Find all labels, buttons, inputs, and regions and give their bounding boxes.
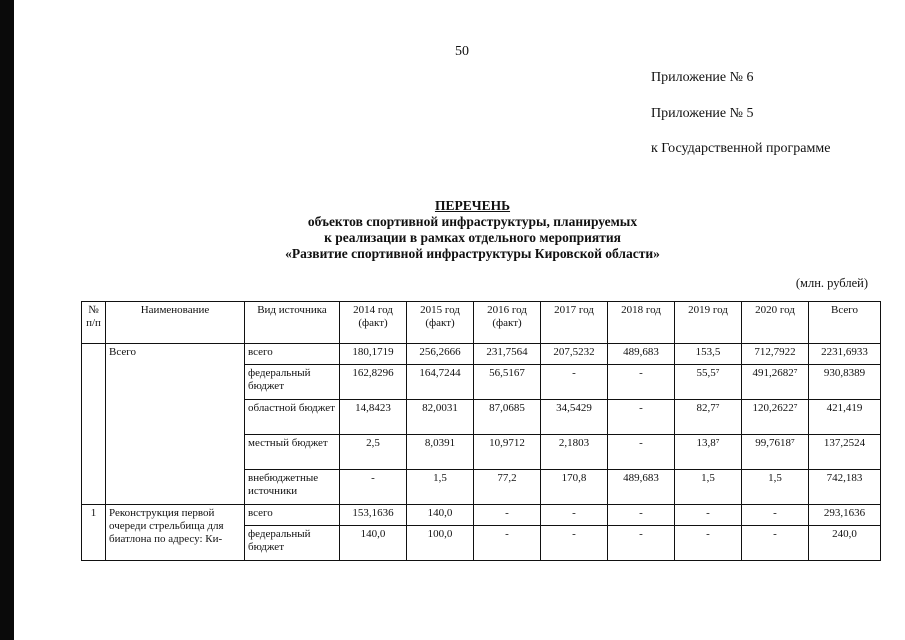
value-cell: 2,5 xyxy=(340,435,407,470)
header-2016: 2016 год (факт) xyxy=(474,302,541,344)
value-cell: 240,0 xyxy=(809,526,881,561)
header-2014: 2014 год (факт) xyxy=(340,302,407,344)
value-cell: 162,8296 xyxy=(340,365,407,400)
value-cell: 153,5 xyxy=(675,344,742,365)
table-row xyxy=(82,505,881,526)
row-number: 1 xyxy=(82,505,106,561)
value-cell: - xyxy=(474,526,541,561)
header-source: Вид источника xyxy=(245,302,340,344)
header-num: № п/п xyxy=(82,302,106,344)
value-cell: - xyxy=(608,365,675,400)
value-cell: 8,0391 xyxy=(407,435,474,470)
value-cell: 34,5429 xyxy=(541,400,608,435)
value-cell: - xyxy=(608,505,675,526)
source-cell: областной бюджет xyxy=(245,400,340,435)
title-line-4: «Развитие спортивной инфраструктуры Кировской области» xyxy=(285,246,660,261)
value-cell: - xyxy=(742,505,809,526)
table-header-row xyxy=(82,302,881,344)
value-cell: - xyxy=(541,365,608,400)
value-cell: 10,9712 xyxy=(474,435,541,470)
value-cell: 293,1636 xyxy=(809,505,881,526)
value-cell: 2231,6933 xyxy=(809,344,881,365)
value-cell: 170,8 xyxy=(541,470,608,505)
document-title xyxy=(180,198,765,262)
value-cell: 140,0 xyxy=(407,505,474,526)
value-cell: 99,7618⁷ xyxy=(742,435,809,470)
title-line-3: к реализации в рамках отдельного мероприятия xyxy=(324,230,621,245)
value-cell: 742,183 xyxy=(809,470,881,505)
source-cell: федеральный бюджет xyxy=(245,526,340,561)
scan-edge-bar xyxy=(0,0,14,640)
title-main: ПЕРЕЧЕНЬ xyxy=(434,198,511,213)
infrastructure-table xyxy=(81,301,881,561)
value-cell: 13,8⁷ xyxy=(675,435,742,470)
value-cell: 14,8423 xyxy=(340,400,407,435)
header-2018: 2018 год xyxy=(608,302,675,344)
value-cell: 100,0 xyxy=(407,526,474,561)
header-name: Наименование xyxy=(106,302,245,344)
source-cell: всего xyxy=(245,344,340,365)
appendix-line-3: к Государственной программе xyxy=(651,141,831,156)
value-cell: 82,0031 xyxy=(407,400,474,435)
value-cell: 140,0 xyxy=(340,526,407,561)
value-cell: 491,2682⁷ xyxy=(742,365,809,400)
value-cell: 2,1803 xyxy=(541,435,608,470)
value-cell: 489,683 xyxy=(608,344,675,365)
appendix-line-1: Приложение № 6 xyxy=(651,70,754,85)
header-2017: 2017 год xyxy=(541,302,608,344)
value-cell: 77,2 xyxy=(474,470,541,505)
row-number xyxy=(82,344,106,505)
source-cell: всего xyxy=(245,505,340,526)
value-cell: 712,7922 xyxy=(742,344,809,365)
row-name: Всего xyxy=(106,344,245,505)
value-cell: 1,5 xyxy=(675,470,742,505)
value-cell: 56,5167 xyxy=(474,365,541,400)
value-cell: 120,2622⁷ xyxy=(742,400,809,435)
value-cell: 55,5⁷ xyxy=(675,365,742,400)
source-cell: внебюджетные источники xyxy=(245,470,340,505)
value-cell: 930,8389 xyxy=(809,365,881,400)
source-cell: местный бюджет xyxy=(245,435,340,470)
value-cell: 82,7⁷ xyxy=(675,400,742,435)
value-cell: - xyxy=(608,400,675,435)
title-line-2: объектов спортивной инфраструктуры, планируемых xyxy=(307,214,638,229)
value-cell: - xyxy=(675,526,742,561)
value-cell: 421,419 xyxy=(809,400,881,435)
value-cell: - xyxy=(675,505,742,526)
header-2015: 2015 год (факт) xyxy=(407,302,474,344)
value-cell: - xyxy=(742,526,809,561)
value-cell: - xyxy=(474,505,541,526)
value-cell: 180,1719 xyxy=(340,344,407,365)
value-cell: 153,1636 xyxy=(340,505,407,526)
value-cell: 231,7564 xyxy=(474,344,541,365)
row-name: Реконструкция первой очереди стрельбища для биатлона по адресу: Ки- xyxy=(106,505,245,561)
value-cell: - xyxy=(541,505,608,526)
header-2019: 2019 год xyxy=(675,302,742,344)
header-total: Всего xyxy=(809,302,881,344)
value-cell: - xyxy=(340,470,407,505)
header-2020: 2020 год xyxy=(742,302,809,344)
value-cell: - xyxy=(608,435,675,470)
value-cell: 164,7244 xyxy=(407,365,474,400)
value-cell: - xyxy=(608,526,675,561)
value-cell: 489,683 xyxy=(608,470,675,505)
appendix-line-2: Приложение № 5 xyxy=(651,106,754,121)
table-row xyxy=(82,344,881,365)
value-cell: 137,2524 xyxy=(809,435,881,470)
units-label: (млн. рублей) xyxy=(795,276,868,290)
value-cell: 1,5 xyxy=(407,470,474,505)
value-cell: 256,2666 xyxy=(407,344,474,365)
value-cell: 87,0685 xyxy=(474,400,541,435)
value-cell: - xyxy=(541,526,608,561)
source-cell: федеральный бюджет xyxy=(245,365,340,400)
value-cell: 207,5232 xyxy=(541,344,608,365)
value-cell: 1,5 xyxy=(742,470,809,505)
page-number: 50 xyxy=(455,44,469,59)
